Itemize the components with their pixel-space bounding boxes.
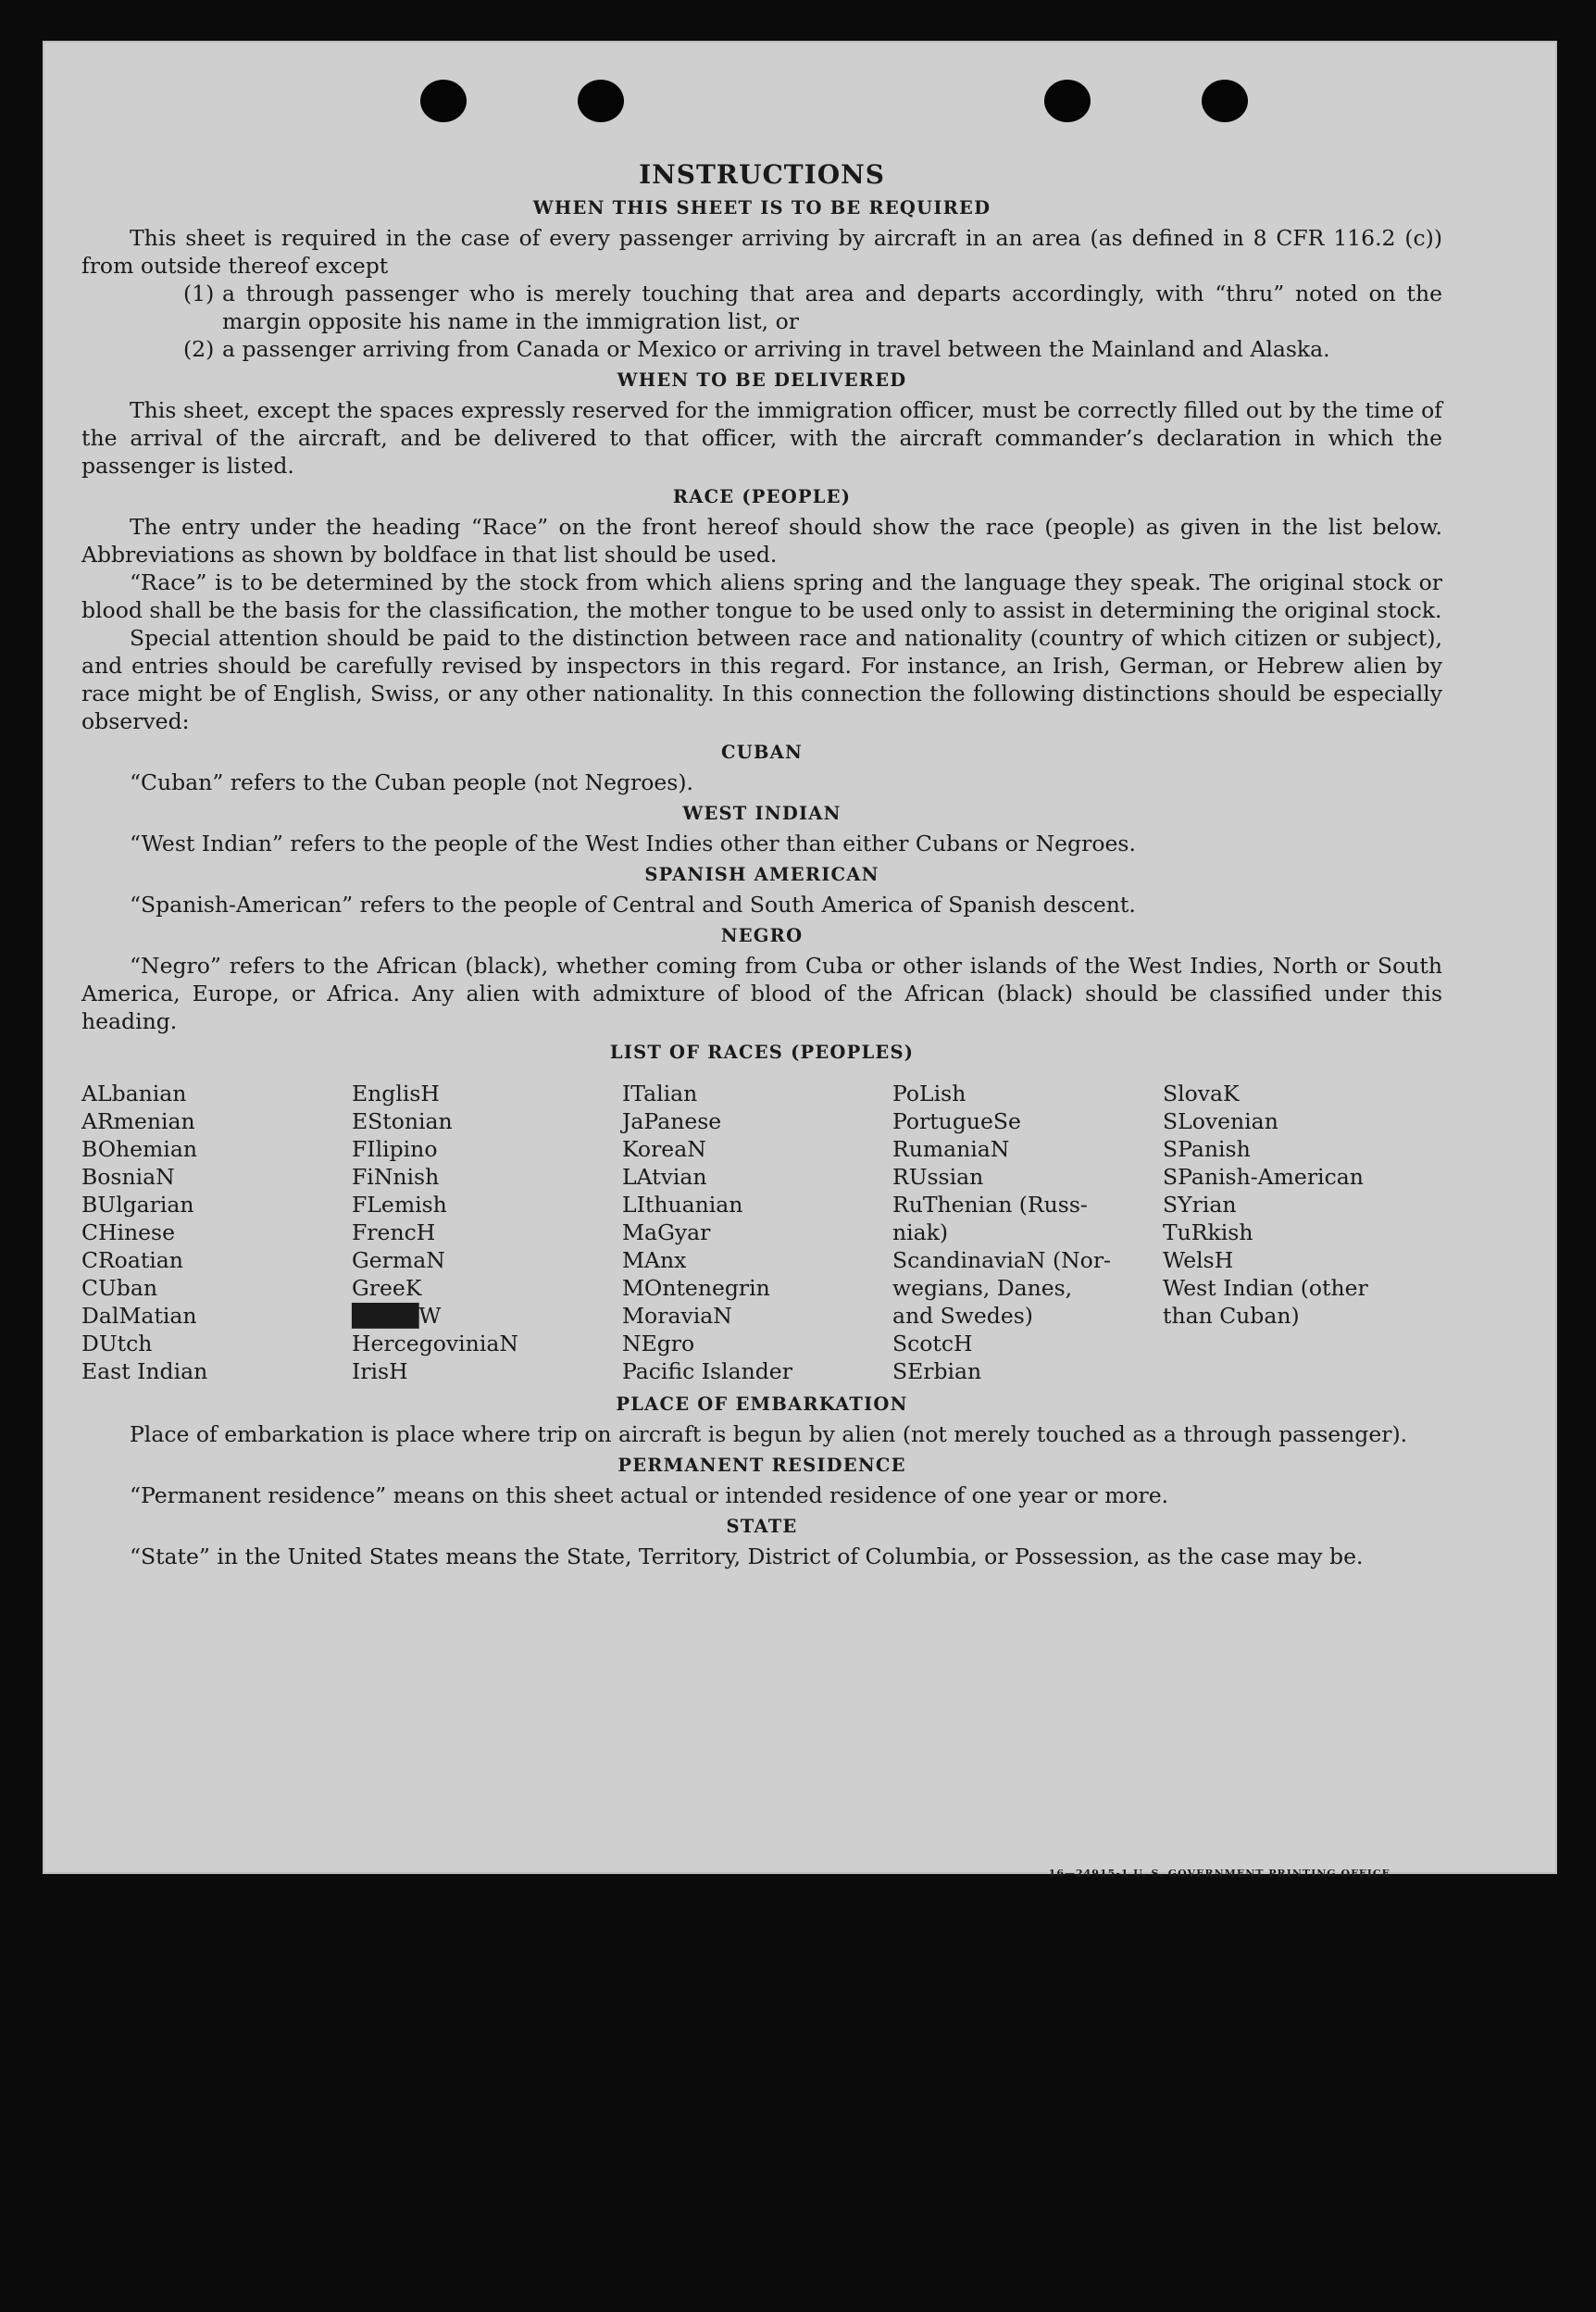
- residence-text: “Permanent residence” means on this sheet actual or intended residence of one year or more.: [130, 1482, 1169, 1508]
- race-entry: BUlgarian: [81, 1192, 194, 1218]
- race-entry: EnglisH: [352, 1081, 440, 1106]
- heading-required: WHEN THIS SHEET IS TO BE REQUIRED: [532, 197, 991, 219]
- heading-cuban: CUBAN: [721, 742, 803, 763]
- race-entry: DUtch: [81, 1331, 153, 1356]
- state-text: “State” in the United States means the State, Territory, District of Columbia, or Possession, as the case may be.: [130, 1543, 1364, 1569]
- heading-spanish-american: SPANISH AMERICAN: [644, 864, 879, 885]
- race-entry: SErbian: [892, 1358, 982, 1384]
- west-indian-text: “West Indian” refers to the people of the West Indies other than either Cubans or Negroes.: [130, 831, 1136, 856]
- races-column: [622, 1080, 892, 1385]
- race-entry: DalMatian: [81, 1303, 197, 1329]
- punch-hole: [420, 80, 467, 122]
- race-entry: HercegoviniaN: [352, 1331, 518, 1356]
- races-list: [81, 1080, 1442, 1385]
- delivered-text: This sheet, except the spaces expressly reserved for the immigration officer, must be correctly filled out by the time of the arrival of the aircraft, and be delivered to that officer, with the aircraft commander’s declaration in which the passenger is listed.: [81, 397, 1442, 479]
- race-entry: MaGyar: [622, 1219, 711, 1245]
- races-column: [1163, 1080, 1433, 1385]
- heading-state: STATE: [726, 1516, 798, 1537]
- printing-office-code: 16—24915-1 U. S. GOVERNMENT PRINTING OFFICE: [1048, 1868, 1390, 1880]
- spanish-american-text: “Spanish-American” refers to the people of Central and South America of Spanish descent.: [130, 892, 1136, 918]
- race-entry: JaPanese: [622, 1108, 722, 1134]
- heading-delivered: WHEN TO BE DELIVERED: [617, 369, 907, 391]
- document-content: [81, 161, 1442, 1570]
- race-entry: ████W: [352, 1303, 442, 1329]
- race-entry: SLovenian: [1163, 1108, 1278, 1134]
- race-entry: CUban: [81, 1275, 157, 1301]
- race-entry: SPanish: [1163, 1136, 1251, 1162]
- race-paragraph-1: The entry under the heading “Race” on the front hereof should show the race (people) as given in the list below. Abbreviations as shown by boldface in that list should be used.: [81, 514, 1442, 568]
- race-entry: ScandinaviaN (Nor- wegians, Danes, and Swedes): [892, 1247, 1111, 1329]
- punch-hole: [578, 80, 624, 122]
- page-title: INSTRUCTIONS: [639, 159, 885, 190]
- race-entry: BosniaN: [81, 1164, 175, 1190]
- race-entry: RuThenian (Russ- niak): [892, 1192, 1088, 1245]
- race-paragraph-3: Special attention should be paid to the distinction between race and nationality (country of which citizen or subject), and entries should be carefully revised by inspectors in this regard. For instance, an Irish, German, or Hebrew alien by race might be of English, Swiss, or any other nationality. In this connection the following distinctions should be especially observed:: [81, 625, 1442, 734]
- required-intro: This sheet is required in the case of every passenger arriving by aircraft in an area (as defined in 8 CFR 116.2 (c)) from outside thereof except: [81, 225, 1442, 279]
- item-text: a through passenger who is merely touching that area and departs accordingly, with “thru” noted on the margin opposite his name in the immigration list, or: [222, 281, 1442, 334]
- heading-embarkation: PLACE OF EMBARKATION: [616, 1393, 908, 1415]
- race-entry: FrencH: [352, 1219, 436, 1245]
- punch-hole: [1202, 80, 1248, 122]
- race-entry: MOntenegrin: [622, 1275, 770, 1301]
- race-entry: PoLish: [892, 1081, 966, 1106]
- race-entry: NEgro: [622, 1331, 695, 1356]
- race-entry: FiNnish: [352, 1164, 440, 1190]
- heading-race: RACE (PEOPLE): [672, 486, 852, 507]
- race-entry: ARmenian: [81, 1108, 195, 1134]
- heading-list-of-races: LIST OF RACES (PEOPLES): [609, 1042, 915, 1063]
- race-entry: MAnx: [622, 1247, 687, 1273]
- races-column: [352, 1080, 622, 1385]
- heading-west-indian: WEST INDIAN: [682, 803, 842, 824]
- races-column: [892, 1080, 1163, 1385]
- race-entry: RUssian: [892, 1164, 984, 1190]
- race-entry: ALbanian: [81, 1081, 187, 1106]
- race-entry: SPanish-American: [1163, 1164, 1364, 1190]
- item-number: (1): [183, 281, 215, 306]
- race-entry: FLemish: [352, 1192, 447, 1218]
- race-entry: West Indian (other than Cuban): [1163, 1275, 1368, 1329]
- race-entry: TuRkish: [1163, 1219, 1253, 1245]
- item-number: (2): [183, 336, 215, 362]
- race-entry: East Indian: [81, 1358, 208, 1384]
- cuban-text: “Cuban” refers to the Cuban people (not Negroes).: [130, 769, 694, 795]
- race-entry: GreeK: [352, 1275, 422, 1301]
- race-entry: MoraviaN: [622, 1303, 732, 1329]
- document-sheet: [43, 41, 1557, 1880]
- race-entry: EStonian: [352, 1108, 453, 1134]
- race-entry: PortugueSe: [892, 1108, 1021, 1134]
- negro-text: “Negro” refers to the African (black), whether coming from Cuba or other islands of the West Indies, North or South America, Europe, or Africa. Any alien with admixture of blood of the African (black) should be classified under this heading.: [81, 953, 1442, 1034]
- races-column: [81, 1080, 352, 1385]
- race-entry: CRoatian: [81, 1247, 183, 1273]
- item-text: a passenger arriving from Canada or Mexico or arriving in travel between the Mainland and Alaska.: [222, 336, 1330, 362]
- exception-item-2: [183, 335, 1442, 363]
- race-entry: IrisH: [352, 1358, 408, 1384]
- race-entry: SlovaK: [1163, 1081, 1240, 1106]
- race-entry: ITalian: [622, 1081, 698, 1106]
- race-entry: LIthuanian: [622, 1192, 743, 1218]
- punch-hole: [1044, 80, 1091, 122]
- race-entry: BOhemian: [81, 1136, 197, 1162]
- heading-residence: PERMANENT RESIDENCE: [617, 1455, 906, 1476]
- race-entry: Pacific Islander: [622, 1358, 792, 1384]
- race-entry: CHinese: [81, 1219, 175, 1245]
- embarkation-text: Place of embarkation is place where trip on aircraft is begun by alien (not merely touched as a through passenger).: [130, 1421, 1408, 1447]
- heading-negro: NEGRO: [720, 925, 804, 946]
- race-entry: ScotcH: [892, 1331, 973, 1356]
- race-entry: WelsH: [1163, 1247, 1234, 1273]
- race-entry: LAtvian: [622, 1164, 707, 1190]
- race-entry: GermaN: [352, 1247, 445, 1273]
- race-entry: FIlipino: [352, 1136, 438, 1162]
- race-paragraph-2: “Race” is to be determined by the stock from which aliens spring and the language they speak. The original stock or blood shall be the basis for the classification, the mother tongue to be used only to assist in determining the original stock.: [81, 569, 1442, 623]
- race-entry: KoreaN: [622, 1136, 706, 1162]
- race-entry: RumaniaN: [892, 1136, 1010, 1162]
- exception-item-1: [183, 280, 1442, 335]
- race-entry: SYrian: [1163, 1192, 1237, 1218]
